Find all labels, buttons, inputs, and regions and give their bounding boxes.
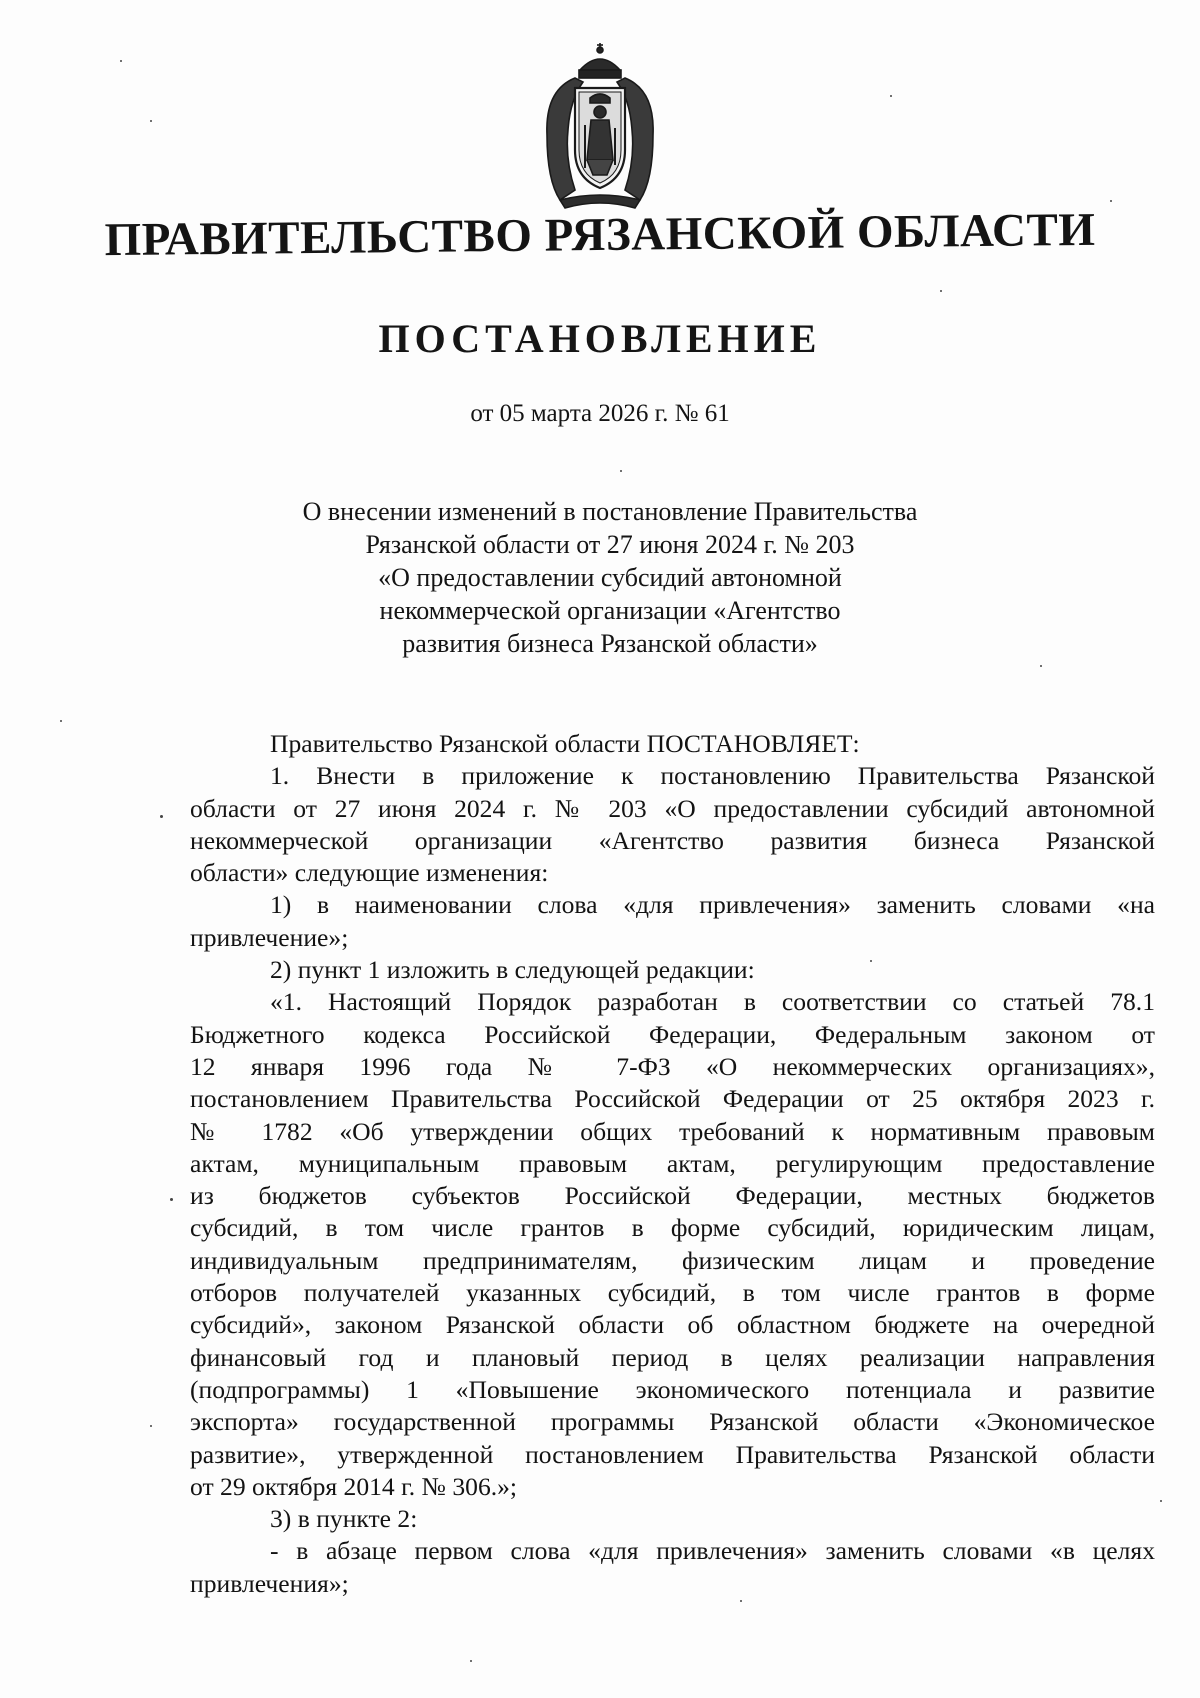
scan-speck <box>1040 665 1042 667</box>
body-line: области от 27 июня 2024 г. № 203 «О предоставлении субсидий автономной <box>190 793 1155 823</box>
document-date-number: от 05 марта 2026 г. № 61 <box>470 400 730 427</box>
body-line: Бюджетного кодекса Российской Федерации, Федеральным законом от <box>190 1019 1155 1049</box>
document-subject <box>300 495 920 660</box>
body-line: - в абзаце первом слова «для привлечения» заменить словами «в целях <box>270 1536 1155 1566</box>
scan-speck <box>170 1198 173 1201</box>
scan-speck <box>150 120 152 122</box>
body-line: 1. Внести в приложение к постановлению Правительства Рязанской <box>270 761 1155 791</box>
body-line: субсидий», законом Рязанской области об областном бюджете на очередной <box>190 1310 1155 1340</box>
scan-speck <box>620 470 622 472</box>
scan-speck <box>1160 1500 1162 1502</box>
body-line: (подпрограммы) 1 «Повышение экономического потенциала и развитие <box>190 1374 1155 1404</box>
body-line: финансовый год и плановый период в целях реализации направления <box>190 1342 1155 1372</box>
coat-of-arms-emblem <box>535 40 665 210</box>
scan-speck <box>740 1600 742 1602</box>
body-line: некоммерческой организации «Агентство развития бизнеса Рязанской <box>190 825 1155 855</box>
subject-line: «О предоставлении субсидий автономной <box>378 563 842 592</box>
scan-speck <box>60 720 62 722</box>
scan-speck <box>160 815 163 818</box>
body-line: от 29 октября 2014 г. № 306.»; <box>190 1471 518 1501</box>
body-line: отборов получателей указанных субсидий, в том числе грантов в форме <box>190 1278 1155 1308</box>
subject-line: О внесении изменений в постановление Правительства <box>302 497 918 526</box>
body-line: субсидий, в том числе грантов в форме субсидий, юридическим лицам, <box>190 1213 1155 1243</box>
body-line: из бюджетов субъектов Российской Федерации, местных бюджетов <box>190 1181 1155 1211</box>
body-line: 1) в наименовании слова «для привлечения» заменить словами «на <box>270 890 1155 920</box>
scan-speck <box>890 95 892 97</box>
scan-speck <box>150 1425 152 1427</box>
body-line: привлечения»; <box>190 1568 349 1598</box>
body-line: области» следующие изменения: <box>190 858 549 888</box>
body-line: «1. Настоящий Порядок разработан в соответствии со статьей 78.1 <box>270 987 1155 1017</box>
document-body <box>190 728 1155 1600</box>
subject-line: развития бизнеса Рязанской области» <box>402 629 818 658</box>
government-title: ПРАВИТЕЛЬСТВО РЯЗАНСКОЙ ОБЛАСТИ <box>104 203 1096 267</box>
subject-line: некоммерческой организации «Агентство <box>379 596 841 625</box>
scan-speck <box>470 1660 472 1662</box>
body-line: постановлением Правительства Российской Федерации от 25 октября 2023 г. <box>190 1084 1155 1114</box>
body-line: № 1782 «Об утверждении общих требований к нормативным правовым <box>190 1116 1155 1146</box>
body-line: актам, муниципальным правовым актам, регулирующим предоставление <box>190 1148 1155 1178</box>
body-line: привлечение»; <box>190 922 349 952</box>
body-line: 3) в пункте 2: <box>270 1504 418 1534</box>
body-line: экспорта» государственной программы Рязанской области «Экономическое <box>190 1407 1155 1437</box>
body-line: индивидуальным предпринимателям, физическим лицам и проведение <box>190 1245 1155 1275</box>
body-line-intro: Правительство Рязанской области ПОСТАНОВЛЯЕТ: <box>270 729 860 758</box>
scan-speck <box>120 60 122 62</box>
body-line: 12 января 1996 года № 7-ФЗ «О некоммерческих организациях», <box>190 1051 1155 1081</box>
body-line: развитие», утвержденной постановлением Правительства Рязанской области <box>190 1439 1155 1469</box>
scan-speck <box>940 290 942 292</box>
document-type: ПОСТАНОВЛЕНИЕ <box>378 316 822 361</box>
body-line: 2) пункт 1 изложить в следующей редакции: <box>270 955 755 985</box>
subject-line: Рязанской области от 27 июня 2024 г. № 203 <box>365 530 855 559</box>
